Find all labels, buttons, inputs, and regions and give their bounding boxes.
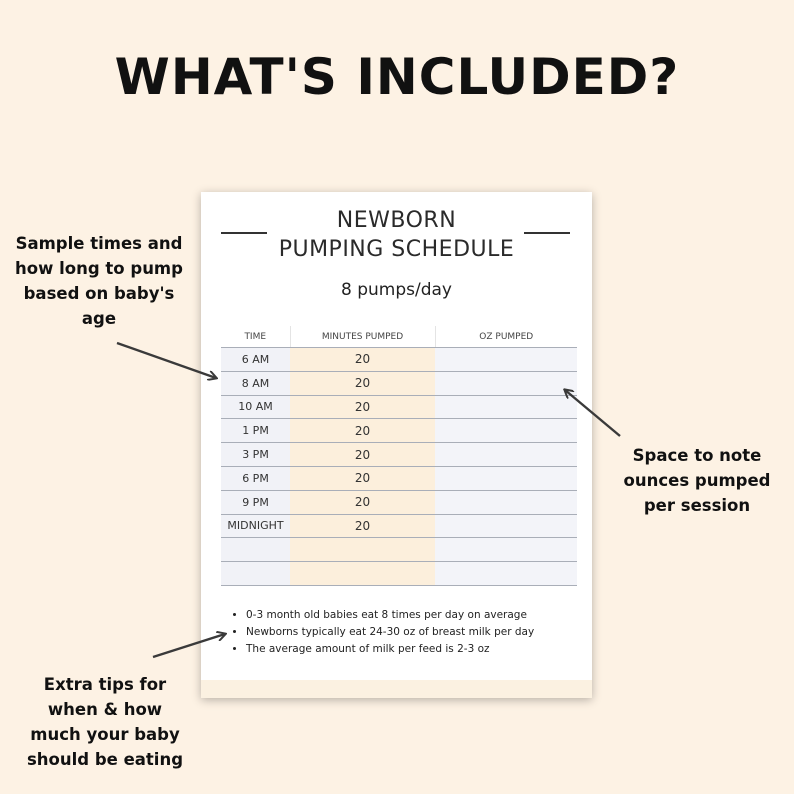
sheet-subtitle: 8 pumps/day [341,280,452,300]
headline: WHAT'S INCLUDED? [114,48,680,106]
annotation-line: Space to note [632,446,762,465]
annotation-line: ounces pumped [623,471,771,490]
annotation-line: per session [643,496,751,515]
minutes-cell: 20 [290,419,435,443]
tip-item: • 0-3 month old babies eat 8 times per day on average [246,607,534,624]
time-cell: 10 AM [221,395,290,419]
arrow-to-tips [153,634,225,657]
arrow-to-times [117,343,216,378]
annotation-line: how long to pump [15,259,183,278]
tip-item: • The average amount of milk per feed is 2-3 oz [246,641,534,658]
minutes-cell: 20 [290,514,435,538]
time-cell: MIDNIGHT [221,514,290,538]
time-cell: 9 PM [221,490,290,514]
minutes-cell: 20 [290,443,435,467]
minutes-cell: 20 [290,348,435,372]
minutes-cell: 20 [290,371,435,395]
annotation-line: much your baby [30,725,180,744]
column-header-minutes: MINUTES PUMPED [290,326,435,348]
annotation-line: Sample times and [15,234,183,253]
annotation-line: should be eating [26,750,184,769]
time-cell: 8 AM [221,371,290,395]
time-cell: 6 PM [221,466,290,490]
annotation-line: based on baby's [23,284,175,303]
sheet-title-line1: NEWBORN [336,208,457,233]
time-cell: 1 PM [221,419,290,443]
column-header-time: TIME [221,326,290,348]
arrow-to-oz-column [565,390,620,436]
minutes-cell: 20 [290,490,435,514]
minutes-cell: 20 [290,395,435,419]
annotation-line: when & how [47,700,163,719]
time-cell: 6 AM [221,348,290,372]
annotation-line: age [81,309,117,328]
column-header-oz: OZ PUMPED [435,326,577,348]
tip-item: • Newborns typically eat 24-30 oz of breast milk per day [246,624,534,641]
time-cell: 3 PM [221,443,290,467]
minutes-cell: 20 [290,466,435,490]
annotation-line: Extra tips for [43,675,167,694]
sheet-title-line2: PUMPING SCHEDULE [278,237,515,262]
